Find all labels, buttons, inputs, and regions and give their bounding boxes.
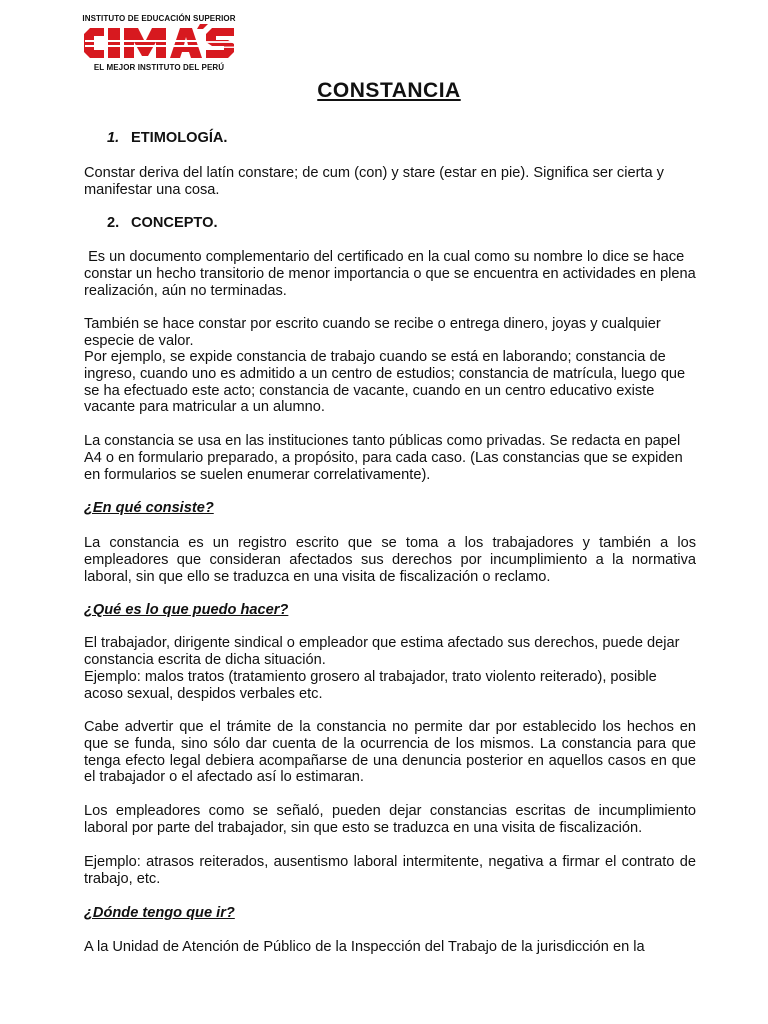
section-title: CONCEPTO. [131, 215, 218, 231]
section-heading-concepto [107, 215, 719, 232]
logo-wordmark [82, 24, 236, 62]
paragraph-que-hacer-3: Los empleadores como se señaló, pueden dejar constancias escritas de incumplimiento laboral por parte del trabajador, sin que esto se traduzca en una visita de fiscalización. [84, 803, 696, 836]
paragraph-que-hacer-1a: El trabajador, dirigente sindical o empleador que estima afectado sus derechos, puede dejar constancia escrita de dicha situación. [84, 635, 680, 668]
document-title: CONSTANCIA [317, 79, 461, 102]
paragraph-concepto-1: Es un documento complementario del certificado en la cual como su nombre lo dice se hace constar un hecho transitorio de menor importancia o que se encuentra en actividades en plena realización, aún no terminadas. [84, 249, 700, 299]
question-heading-que-hacer: ¿Qué es lo que puedo hacer? [84, 602, 289, 618]
paragraph-que-hacer-4: Ejemplo: atrasos reiterados, ausentismo laboral intermitente, negativa a firmar el contrato de trabajo, etc. [84, 854, 696, 887]
section-title: ETIMOLOGÍA. [131, 130, 228, 146]
paragraph-etimologia: Constar deriva del latín constare; de cum (con) y stare (estar en pie). Significa ser cierta y manifestar una cosa. [84, 165, 664, 198]
question-heading-donde-ir: ¿Dónde tengo que ir? [84, 905, 235, 921]
logo-top-text: INSTITUTO DE EDUCACIÓN SUPERIOR [82, 14, 236, 23]
institute-logo [82, 14, 236, 74]
paragraph-concepto-2a: También se hace constar por escrito cuando se recibe o entrega dinero, joyas y cualquier especie de valor. [84, 316, 661, 349]
paragraph-que-hacer-2: Cabe advertir que el trámite de la constancia no permite dar por establecido los hechos en que se funda, sino sólo dar cuenta de la ocurrencia de los mismos. La constancia para que tenga efecto legal debiera acompañarse de una denuncia posterior en aquellos casos en que el trabajador o el afectado así lo estimaran. [84, 719, 696, 786]
paragraph-concepto-2b: Por ejemplo, se expide constancia de trabajo cuando se está en laborando; constancia de ingreso, cuando uno es admitido a un centro de estudios; constancia de matrícula, luego que se ha efectuado este acto; constancia de vacante, cuando en un centro educativo existe vacante para matricular a un alumno. [84, 349, 686, 416]
section-number: 2. [107, 215, 120, 231]
logo-bottom-text: EL MEJOR INSTITUTO DEL PERÚ [93, 63, 225, 72]
paragraph-consiste: La constancia es un registro escrito que se toma a los trabajadores y también a los empleadores que consideran afectados sus derechos por incumplimiento a la normativa laboral, sin que ello se traduzca en una visita de fiscalización o reclamo. [84, 535, 696, 585]
section-number: 1. [107, 130, 120, 146]
section-heading-etimologia [107, 130, 719, 147]
paragraph-donde-ir: A la Unidad de Atención de Público de la Inspección del Trabajo de la jurisdicción en la [84, 939, 645, 955]
question-heading-consiste: ¿En qué consiste? [84, 500, 214, 516]
paragraph-que-hacer-1b: Ejemplo: malos tratos (tratamiento grosero al trabajador, trato violento reiterado), posible acoso sexual, despidos verbales etc. [84, 669, 657, 702]
paragraph-concepto-3: La constancia se usa en las instituciones tanto públicas como privadas. Se redacta en papel A4 o en formulario preparado, a propósito, para cada caso. (Las constancias que se expiden en formularios se suelen enumerar correlativamente). [84, 433, 683, 483]
